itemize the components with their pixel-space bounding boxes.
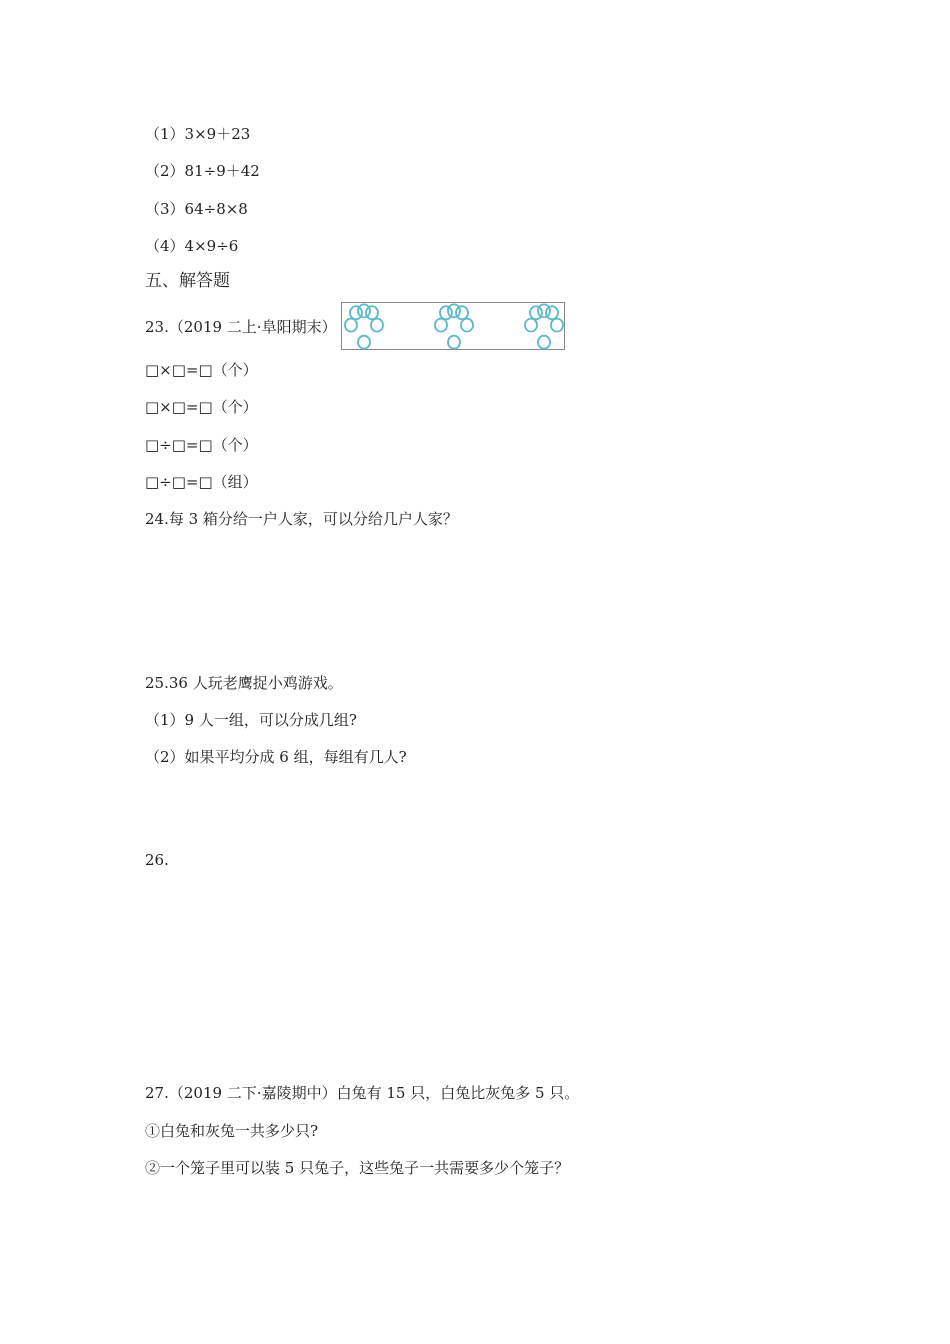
circle-3-6 [538, 336, 550, 349]
circle-3-2 [538, 304, 550, 317]
q25-stem: 25.36 人玩老鹰捉小鸡游戏。 [145, 674, 343, 692]
circle-2-5 [461, 319, 473, 332]
circle-2-4 [435, 319, 447, 332]
calc-item-2: （2）81÷9＋42 [145, 162, 260, 180]
q23-blank-3: □÷□=□（个） [145, 436, 258, 454]
q26-text: 26. [145, 851, 169, 869]
calc-item-1: （1）3×9＋23 [145, 125, 251, 143]
q25-part-2: （2）如果平均分成 6 组，每组有几人? [145, 748, 407, 766]
q23-blank-4: □÷□=□（组） [145, 473, 258, 491]
circle-3-1 [530, 306, 542, 319]
q23-circles-figure [341, 302, 565, 350]
q23-blank-2: □×□=□（个） [145, 398, 258, 416]
q23-label: 23.（2019 二上·阜阳期末） [145, 318, 337, 336]
circle-2-2 [448, 304, 460, 317]
q23-blank-1: □×□=□（个） [145, 361, 258, 379]
circle-2-3 [456, 306, 468, 319]
section-title: 五、解答题 [145, 271, 230, 291]
circle-groups-illustration [342, 303, 566, 351]
calc-item-3: （3）64÷8×8 [145, 200, 248, 218]
circle-1-5 [371, 319, 383, 332]
circle-3-5 [551, 319, 563, 332]
q25-part-1: （1）9 人一组，可以分成几组? [145, 711, 357, 729]
circle-1-3 [366, 306, 378, 319]
circle-3-3 [546, 306, 558, 319]
q27-part-1: ①白兔和灰兔一共多少只? [145, 1122, 319, 1140]
calc-item-4: （4）4×9÷6 [145, 237, 239, 255]
circle-2-6 [448, 336, 460, 349]
circle-3-4 [525, 319, 537, 332]
circle-1-1 [350, 306, 362, 319]
circle-2-1 [440, 306, 452, 319]
q24-text: 24.每 3 箱分给一户人家，可以分给几户人家？ [145, 510, 458, 528]
circle-1-4 [345, 319, 357, 332]
circle-1-6 [358, 336, 370, 349]
circle-1-2 [358, 304, 370, 317]
q27-part-2: ②一个笼子里可以装 5 只兔子，这些兔子一共需要多少个笼子？ [145, 1159, 570, 1177]
q27-stem: 27.（2019 二下·嘉陵期中）白兔有 15 只，白兔比灰兔多 5 只。 [145, 1084, 580, 1102]
